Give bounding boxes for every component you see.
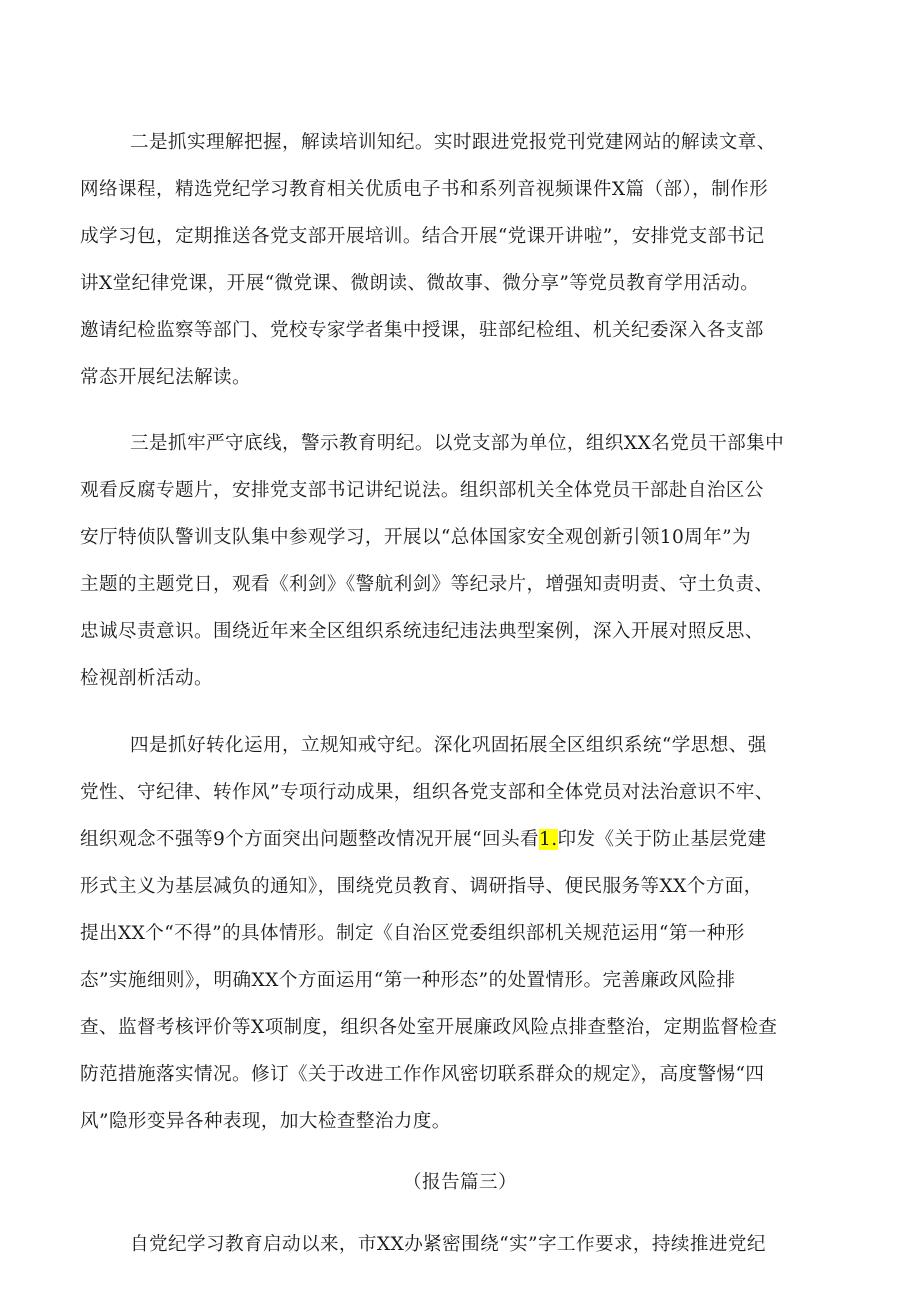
paragraph-4-line-1: 自党纪学习教育启动以来，市XX办紧密围绕“实”字工作要求，持续推进党纪 xyxy=(130,1234,766,1255)
paragraph-3-line-4: 形式主义为基层减负的通知》，围绕党员教育、调研指导、便民服务等XX个方面， xyxy=(80,876,763,897)
paragraph-3-line-1: 四是抓好转化运用，立规知戒守纪。深化巩固拓展全区组织系统“学思想、强 xyxy=(130,735,767,756)
paragraph-3-line-5: 提出XX个“不得”的具体情形。制定《自治区党委组织部机关规范运用“第一种形 xyxy=(80,923,745,944)
paragraph-1-line-4: 讲X堂纪律党课，开展“微党课、微朗读、微故事、微分享”等党员教育学用活动。 xyxy=(80,273,760,294)
highlighted-text: 1. xyxy=(539,829,558,850)
paragraph-3-line-6: 态”实施细则》，明确XX个方面运用“第一种形态”的处置情形。完善廉政风险排 xyxy=(80,970,736,991)
paragraph-2-line-5: 忠诚尽责意识。围绕近年来全区组织系统违纪违法典型案例，深入开展对照反思、 xyxy=(80,621,764,642)
paragraph-2-line-2: 观看反腐专题片，安排党支部书记讲纪说法。组织部机关全体党员干部赴自治区公 xyxy=(80,480,764,501)
paragraph-3-line-7: 查、监督考核评价等X项制度，组织各处室开展廉政风险点排查整治，定期监督检查 xyxy=(80,1017,778,1038)
paragraph-3-line-2: 党性、守纪律、转作风”专项行动成果，组织各党支部和全体党员对法治意识不牢、 xyxy=(80,782,774,803)
line-text-before-highlight: 组织观念不强等9个方面突出问题整改情况开展“回头看 xyxy=(80,829,539,850)
paragraph-1-line-2: 网络课程，精选党纪学习教育相关优质电子书和系列音视频课件X篇（部），制作形 xyxy=(80,179,769,200)
paragraph-1-line-3: 成学习包，定期推送各党支部开展培训。结合开展“党课开讲啦”，安排党支部书记 xyxy=(80,226,765,247)
paragraph-2-line-4: 主题的主题党日，观看《利剑》《警航利剑》等纪录片，增强知责明责、守土负责、 xyxy=(80,574,774,595)
paragraph-2-line-1: 三是抓牢严守底线，警示教育明纪。以党支部为单位，组织XX名党员干部集中 xyxy=(130,433,785,454)
paragraph-3-line-8: 防范措施落实情况。修订《关于改进工作作风密切联系群众的规定》，高度警惕“四 xyxy=(80,1064,765,1085)
paragraph-1-line-6: 常态开展纪法解读。 xyxy=(80,367,251,388)
paragraph-2-line-6: 检视剖析活动。 xyxy=(80,668,213,689)
paragraph-2-line-3: 安厅特侦队警训支队集中参观学习，开展以“总体国家安全观创新引领10周年”为 xyxy=(80,527,752,548)
paragraph-3-line-9: 风”隐形变异各种表现，加大检查整治力度。 xyxy=(80,1111,451,1132)
paragraph-1-line-1: 二是抓实理解把握，解读培训知纪。实时跟进党报党刊党建网站的解读文章、 xyxy=(130,132,776,153)
paragraph-3-line-3 xyxy=(80,828,850,852)
section-title: （报告篇三） xyxy=(403,1172,517,1193)
line-text-after-highlight: 印发《关于防止基层党建 xyxy=(557,829,767,850)
paragraph-1-line-5: 邀请纪检监察等部门、党校专家学者集中授课，驻部纪检组、机关纪委深入各支部 xyxy=(80,320,764,341)
